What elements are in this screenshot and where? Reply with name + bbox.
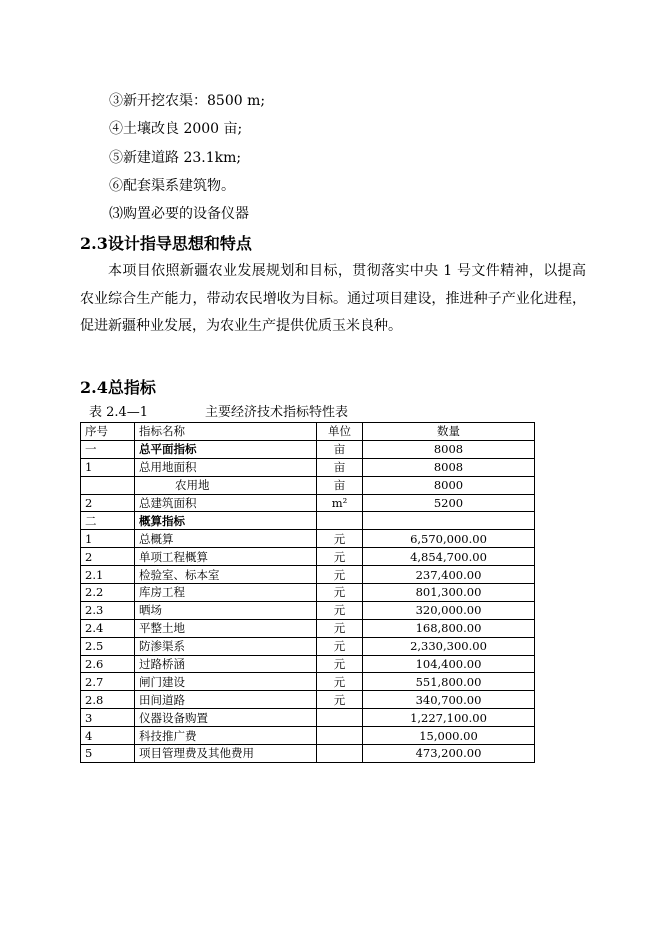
cell-no: 4 — [81, 727, 135, 745]
cell-no: 2.5 — [81, 637, 135, 655]
cell-no: 2.8 — [81, 691, 135, 709]
table-row — [81, 476, 535, 494]
cell-name: 科技推广费 — [135, 727, 317, 745]
table-row — [81, 637, 535, 655]
cell-unit: 元 — [317, 619, 363, 637]
cell-name: 总平面指标 — [135, 440, 317, 458]
cell-no — [81, 476, 135, 494]
cell-qty — [363, 512, 535, 530]
table-row — [81, 566, 535, 584]
table-row — [81, 727, 535, 745]
cell-name: 总用地面积 — [135, 458, 317, 476]
cell-no: 一 — [81, 440, 135, 458]
cell-qty: 5200 — [363, 494, 535, 512]
list-item-equipment: ⑶购置必要的设备仪器 — [109, 206, 249, 222]
cell-unit: 元 — [317, 584, 363, 602]
header-qty: 数量 — [363, 423, 535, 441]
table-caption-number: 表 2.4—1 — [89, 405, 149, 420]
cell-unit: 亩 — [317, 458, 363, 476]
cell-unit — [317, 727, 363, 745]
cell-qty: 340,700.00 — [363, 691, 535, 709]
cell-unit: 元 — [317, 655, 363, 673]
cell-no: 1 — [81, 458, 135, 476]
cell-unit: 元 — [317, 530, 363, 548]
cell-no: 2.6 — [81, 655, 135, 673]
cell-unit: 元 — [317, 691, 363, 709]
list-item-road: ⑤新建道路 23.1km; — [109, 150, 242, 166]
list-item-canal: ③新开挖农渠：8500 m; — [109, 93, 266, 109]
cell-name: 过路桥涵 — [135, 655, 317, 673]
cell-qty: 104,400.00 — [363, 655, 535, 673]
cell-unit: 亩 — [317, 476, 363, 494]
table-row — [81, 440, 535, 458]
list-item-structures: ⑥配套渠系建筑物。 — [109, 178, 235, 194]
cell-no: 2.4 — [81, 619, 135, 637]
cell-qty: 2,330,300.00 — [363, 637, 535, 655]
section-2-4-title: 2.4总指标 — [80, 378, 156, 397]
cell-qty: 6,570,000.00 — [363, 530, 535, 548]
cell-no: 二 — [81, 512, 135, 530]
cell-name: 项目管理费及其他费用 — [135, 745, 317, 763]
table-caption-title: 主要经济技术指标特性表 — [205, 405, 349, 420]
table-row — [81, 655, 535, 673]
table-row — [81, 619, 535, 637]
cell-no: 2 — [81, 548, 135, 566]
cell-no: 2.1 — [81, 566, 135, 584]
cell-no: 2.7 — [81, 673, 135, 691]
table-row — [81, 530, 535, 548]
cell-name: 农用地 — [135, 476, 317, 494]
cell-unit: 元 — [317, 548, 363, 566]
cell-unit: 元 — [317, 566, 363, 584]
header-name: 指标名称 — [135, 423, 317, 441]
cell-unit — [317, 512, 363, 530]
cell-no: 2.2 — [81, 584, 135, 602]
section-2-3-title: 2.3设计指导思想和特点 — [80, 234, 252, 253]
header-no: 序号 — [81, 423, 135, 441]
cell-qty: 320,000.00 — [363, 601, 535, 619]
cell-qty: 8000 — [363, 476, 535, 494]
cell-name: 田间道路 — [135, 691, 317, 709]
cell-unit: m² — [317, 494, 363, 512]
cell-qty: 473,200.00 — [363, 745, 535, 763]
header-unit: 单位 — [317, 423, 363, 441]
cell-unit — [317, 745, 363, 763]
cell-unit: 亩 — [317, 440, 363, 458]
cell-qty: 4,854,700.00 — [363, 548, 535, 566]
table-row — [81, 548, 535, 566]
cell-name: 单项工程概算 — [135, 548, 317, 566]
cell-name: 防渗渠系 — [135, 637, 317, 655]
table-row — [81, 584, 535, 602]
cell-no: 2 — [81, 494, 135, 512]
cell-name: 晒场 — [135, 601, 317, 619]
table-row — [81, 709, 535, 727]
cell-qty: 168,800.00 — [363, 619, 535, 637]
cell-unit — [317, 709, 363, 727]
section-2-3-paragraph: 本项目依照新疆农业发展规划和目标，贯彻落实中央 1 号文件精神，以提高农业综合生产能力，带动农民增收为目标。通过项目建设，推进种子产业化进程，促进新疆种业发展，为农业生产提供优质玉米良种。 — [80, 263, 586, 334]
cell-unit: 元 — [317, 601, 363, 619]
cell-no: 2.3 — [81, 601, 135, 619]
cell-qty: 8008 — [363, 440, 535, 458]
table-row — [81, 494, 535, 512]
cell-name: 检验室、标本室 — [135, 566, 317, 584]
table-row — [81, 673, 535, 691]
table-row — [81, 458, 535, 476]
cell-unit: 元 — [317, 637, 363, 655]
cell-name: 仪器设备购置 — [135, 709, 317, 727]
cell-name: 平整土地 — [135, 619, 317, 637]
table-row — [81, 745, 535, 763]
cell-qty: 551,800.00 — [363, 673, 535, 691]
cell-no: 1 — [81, 530, 135, 548]
indicator-table — [80, 422, 535, 763]
cell-name: 闸门建设 — [135, 673, 317, 691]
cell-qty: 8008 — [363, 458, 535, 476]
cell-unit: 元 — [317, 673, 363, 691]
table-row — [81, 691, 535, 709]
cell-name: 总建筑面积 — [135, 494, 317, 512]
list-item-soil: ④土壤改良 2000 亩; — [109, 121, 243, 137]
cell-qty: 237,400.00 — [363, 566, 535, 584]
table-row — [81, 601, 535, 619]
cell-name: 库房工程 — [135, 584, 317, 602]
cell-qty: 1,227,100.00 — [363, 709, 535, 727]
cell-no: 5 — [81, 745, 135, 763]
cell-no: 3 — [81, 709, 135, 727]
cell-qty: 801,300.00 — [363, 584, 535, 602]
cell-name: 概算指标 — [135, 512, 317, 530]
cell-name: 总概算 — [135, 530, 317, 548]
table-header-row — [81, 423, 535, 441]
table-row — [81, 512, 535, 530]
cell-qty: 15,000.00 — [363, 727, 535, 745]
